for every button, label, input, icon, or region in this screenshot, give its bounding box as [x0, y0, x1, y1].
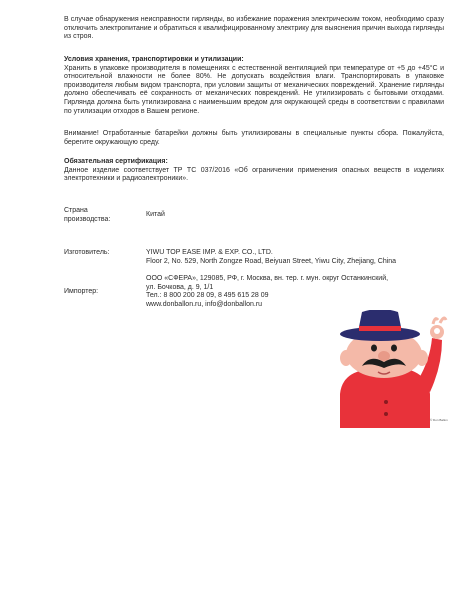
mascot-illustration — [318, 310, 448, 428]
manufacturer-label: Изготовитель: — [64, 249, 110, 256]
mascot-body — [340, 370, 430, 428]
origin-value: Китай — [146, 211, 165, 218]
storage-text: Хранить в упаковке производителя в помещениях с естественной вентиляцией при температуре от +5 до +45°С и относительной влажности не более 80%. Не допускать воздействия влаги. Транспортировать в упаковке производителя любым видом транспорта, при условии защиты от механических повреждений. Хранение гирлянды должно обеспечивать её сохранность от механических повреждений. Не утилизировать с бытовыми отходами. Гирлянда должна быть утилизирована с наименьшим вредом для окружающей среды в соответствии с правилами по утилизации отходов в Вашем регионе. — [64, 64, 444, 115]
storage-heading: Условия хранения, транспортировки и утилизации: — [64, 56, 244, 63]
mascot-copyright: © Don Ballon — [430, 418, 448, 422]
origin-label: Страна производства: — [64, 207, 111, 223]
certification-heading: Обязательная сертификация: — [64, 158, 168, 165]
manufacturer-info: YIWU TOP EASE IMP. & EXP. CO., LTD. Floor 2, No. 529, North Zongze Road, Beiyuan Street, Yiwu City, Zhejiang, China — [146, 249, 397, 265]
intro-paragraph: В случае обнаружения неисправности гирлянды, во избежание поражения электрическим током, необходимо сразу отключить электропитание и обратиться к квалифицированному электрику для выяснения причин выхода гирлянды из строя. — [64, 16, 444, 41]
storage-section — [64, 56, 444, 116]
battery-warning: Внимание! Отработанные батарейки должны быть утилизированы в специальные пункты сбора. Пожалуйста, берегите окружающую среду. — [64, 130, 444, 146]
certification-text: Данное изделие соответствует ТР ТС 037/2016 «Об ограничении применения опасных веществ в изделиях электротехники и радиоэлектроники». — [64, 166, 444, 183]
certification-section — [64, 158, 444, 184]
importer-label: Импортер: — [64, 288, 99, 295]
importer-info: ООО «СФЕРА», 129085, РФ, г. Москва, вн. тер. г. мун. округ Останкинский, ул. Бочкова, д. 9, 1/1 Тел.: 8 800 200 28 09, 8 495 615 28 09 www.donballon.ru, info@donballon.ru — [146, 275, 389, 308]
